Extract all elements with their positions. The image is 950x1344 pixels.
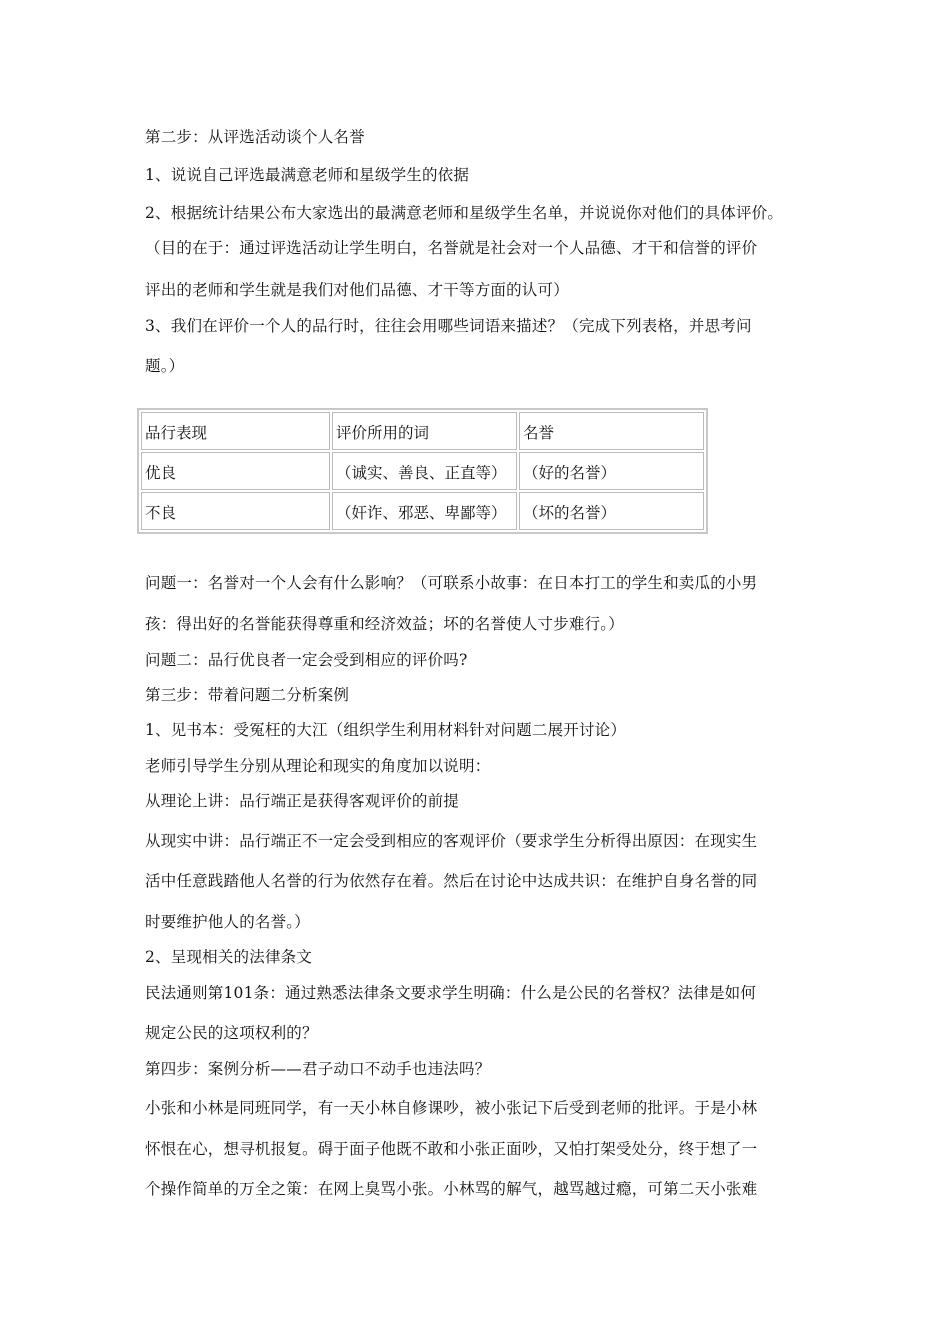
table-cell: （好的名誉） <box>519 452 704 490</box>
table-header-cell: 名誉 <box>519 412 704 450</box>
text-line: 从理论上讲：品行端正是获得客观评价的前提 <box>145 792 460 810</box>
text-line: 2、根据统计结果公布大家选出的最满意老师和星级学生名单，并说说你对他们的具体评价。 <box>145 204 784 222</box>
text-line: 从现实中讲：品行端正不一定会受到相应的客观评价（要求学生分析得出原因：在现实生 <box>145 832 758 850</box>
text-line: 3、我们在评价一个人的品行时，往往会用哪些词语来描述？（完成下列表格，并思考问 <box>145 317 752 335</box>
text-line: （目的在于：通过评选活动让学生明白，名誉就是社会对一个人品德、才干和信誉的评价 <box>145 239 758 257</box>
text-line: 问题一：名誉对一个人会有什么影响？（可联系小故事：在日本打工的学生和卖瓜的小男 <box>145 574 758 592</box>
text-line: 1、见书本：受冤枉的大江（组织学生利用材料针对问题二展开讨论） <box>145 721 627 739</box>
table-cell: （奸诈、邪恶、卑鄙等） <box>332 492 517 530</box>
text-line: 孩：得出好的名誉能获得尊重和经济效益；坏的名誉使人寸步难行。） <box>145 615 624 633</box>
text-line: 题。） <box>145 357 185 375</box>
table-cell: 优良 <box>141 452 330 490</box>
table-cell: 不良 <box>141 492 330 530</box>
table-cell: （坏的名誉） <box>519 492 704 530</box>
table-row <box>141 492 704 530</box>
table-row <box>141 452 704 490</box>
text-line: 第二步：从评选活动谈个人名誉 <box>145 128 365 146</box>
table-header-cell: 品行表现 <box>141 412 330 450</box>
text-line: 评出的老师和学生就是我们对他们品德、才干等方面的认可） <box>145 281 569 299</box>
text-line: 第三步：带着问题二分析案例 <box>145 686 350 704</box>
table-header-cell: 评价所用的词 <box>332 412 517 450</box>
table-cell: （诚实、善良、正直等） <box>332 452 517 490</box>
text-line: 老师引导学生分别从理论和现实的角度加以说明： <box>145 757 491 775</box>
evaluation-table <box>137 408 708 534</box>
text-line: 时要维护他人的名誉。） <box>145 913 310 931</box>
text-line: 1、说说自己评选最满意老师和星级学生的依据 <box>145 166 470 184</box>
text-line: 个操作简单的万全之策：在网上臭骂小张。小林骂的解气，越骂越过瘾，可第二天小张难 <box>145 1180 758 1198</box>
text-line: 2、呈现相关的法律条文 <box>145 948 313 966</box>
text-line: 问题二：品行优良者一定会受到相应的评价吗? <box>145 651 468 669</box>
text-line: 第四步：案例分析——君子动口不动手也违法吗？ <box>145 1060 491 1078</box>
text-line: 规定公民的这项权利的？ <box>145 1024 318 1042</box>
text-line: 活中任意践踏他人名誉的行为依然存在着。然后在讨论中达成共识：在维护自身名誉的同 <box>145 872 758 890</box>
text-line: 怀恨在心，想寻机报复。碍于面子他既不敢和小张正面吵，又怕打架受处分，终于想了一 <box>145 1140 758 1158</box>
table-header-row <box>141 412 704 450</box>
text-line: 民法通则第101条：通过熟悉法律条文要求学生明确：什么是公民的名誉权？法律是如何 <box>145 984 757 1002</box>
text-line: 小张和小林是同班同学，有一天小林自修课吵，被小张记下后受到老师的批评。于是小林 <box>145 1099 758 1117</box>
